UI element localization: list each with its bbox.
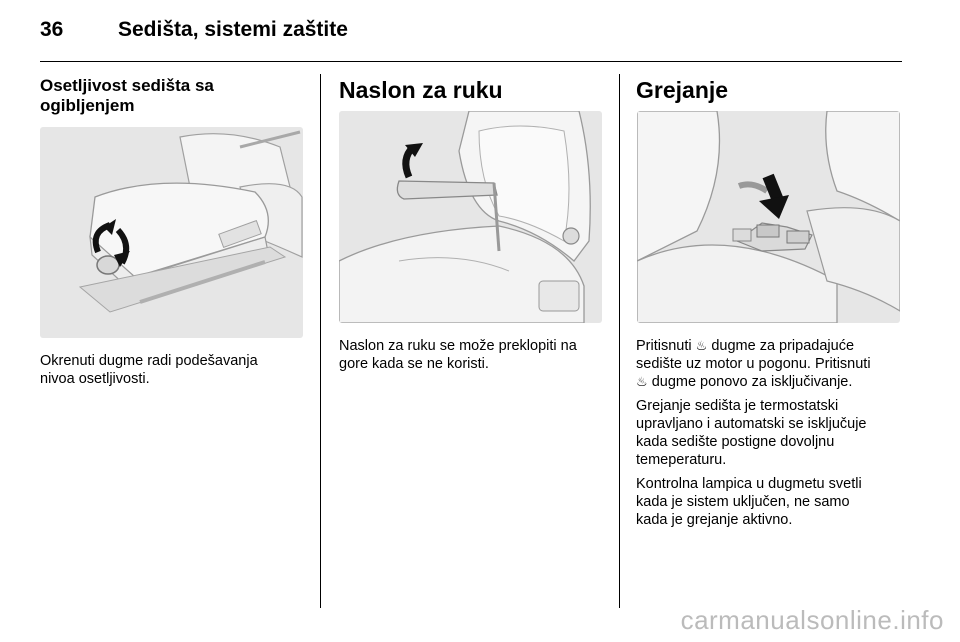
suspension-text: Okrenuti dugme radi podešavanja nivoa osetljivosti. [40,353,258,387]
page-number: 36 [40,18,64,41]
column-suspension-seat [40,62,305,116]
heating-paragraph-2: Grejanje sedišta je termostatski upravljano i automatski se isključuje kada sedište postigne dovoljnu temeperaturu. [636,398,867,468]
column-heating [636,62,902,104]
seat-heat-icon: ♨ [695,338,708,353]
seat-heating-illustration [637,111,900,323]
column-divider-2 [619,74,620,608]
chapter-title: Sedišta, sistemi zaštite [118,18,348,41]
column-divider-1 [320,74,321,608]
section-heading-heating: Grejanje [636,77,729,103]
heating-paragraph-1: Pritisnuti ♨ dugme za pripadajuće sedište uz motor u pogonu. Pritisnuti ♨ dugme ponovo za isključivanje. [636,338,871,390]
seat-heat-icon: ♨ [636,374,648,389]
heating-text [636,337,902,529]
page-header [40,14,900,50]
suspension-seat-illustration [40,127,303,338]
heating-paragraph-3: Kontrolna lampica u dugmetu svetli kada je sistem uključen, ne samo kada je grejanje aktivno. [636,476,862,528]
column-armrest [339,62,604,104]
section-heading-armrest: Naslon za ruku [339,77,503,103]
section-heading-suspension: Osetljivost sedišta sa ogibljenjem [40,76,214,115]
armrest-text: Naslon za ruku se može preklopiti na gore kada se ne koristi. [339,338,577,372]
watermark: carmanualsonline.info [680,605,944,635]
armrest-illustration [339,111,602,323]
